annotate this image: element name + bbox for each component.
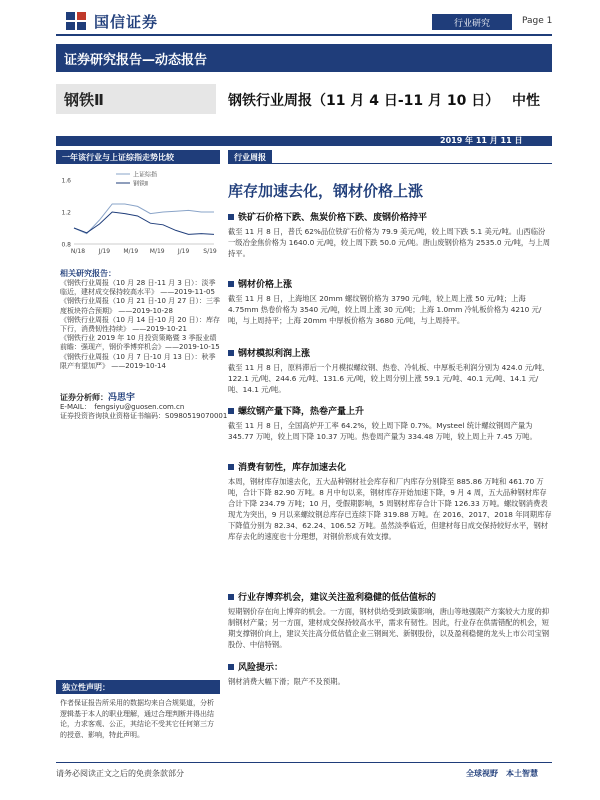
related-reports-list [60, 279, 220, 371]
bullet-square-icon [228, 281, 234, 287]
section-body: 截至 11 月 8 日，上海地区 20mm 螺纹钢价格为 3790 元/吨，较上周上涨 50 元/吨；上海 4.75mm 热卷价格为 3540 元/吨，较上周上涨 30 元/吨；上海 1.0mm 冷轧板价格为 4210 元/吨，与上周持平；上海 20mm 中厚板价格为 3680 元/吨，与上周持平。 [228, 294, 542, 325]
series-line-1 [74, 204, 214, 234]
analyst-label: 证券分析师： [60, 393, 108, 402]
section-2 [228, 277, 552, 326]
x-tick-label: J/19 [177, 248, 190, 255]
section-4 [228, 404, 552, 442]
footer-divider [56, 762, 552, 763]
section-3 [228, 346, 552, 395]
disclaimer-text: 作者保证报告所采用的数据均来自合规渠道，分析逻辑基于本人的职业理解，通过合理判断并得出结论，力求客观、公正，其结论不受其它任何第三方的授意、影响，特此声明。 [60, 699, 214, 739]
y-tick-label: 1.2 [61, 209, 71, 217]
section-1 [228, 210, 552, 259]
analyst-license: 证券投资咨询执业资格证书编码：S0980519070001 [60, 412, 228, 420]
section-title: 行业存博弈机会，建议关注盈利稳健的低估值标的 [238, 593, 437, 603]
chart-heading: 一年该行业与上证综指走势比较 [56, 150, 220, 164]
section-title: 消费有韧性，库存加速去化 [238, 463, 347, 473]
related-report-item[interactable]: 《钢铁行业周报（10 月 14 日-10 月 20 日）：库存下行，消费韧性持续》 ——2019-10-21 [60, 315, 221, 334]
tag-divider [228, 163, 552, 164]
related-reports-title: 相关研究报告： [60, 269, 116, 278]
sector-label: 钢铁Ⅱ [56, 84, 216, 114]
report-tag: 行业周报 [228, 150, 272, 164]
section-7 [228, 660, 552, 687]
x-tick-label: J/19 [98, 248, 111, 255]
report-date: 2019 年 11 月 11 日 [440, 136, 523, 145]
industry-badge: 行业研究 [432, 14, 512, 30]
x-tick-label: N/18 [70, 248, 86, 255]
section-title: 钢材模拟利润上涨 [238, 349, 311, 359]
related-report-item[interactable]: 《钢铁行业 2019 年 10 月投资策略暨 3 季报业绩前瞻：强现产，钢价季博弈机会》——2019-10-15 [60, 334, 220, 352]
section-body: 截至 11 月 8 日，原料滞后一个月模拟螺纹钢、热卷、冷轧板、中厚板毛利润分别为 424.0 元/吨、122.1 元/吨、244.6 元/吨、131.6 元/吨，较上周分别上涨 59.1 元/吨、40.1 元/吨、14.1 元/吨、14.1 元/吨。 [228, 363, 550, 394]
section-body: 钢材消费大幅下滑；限产不及预期。 [228, 677, 345, 686]
section-5 [228, 460, 552, 542]
series-line-2 [74, 212, 214, 234]
section-body: 截至 11 月 8 日，普氏 62%品位铁矿石价格为 79.9 美元/吨，较上周下跌 5.1 美元/吨。山西临汾一级冶金焦价格为 1640.0 元/吨，较上周下跌 50.0 元/吨。唐山废钢价格为 2535.0 元/吨，与上周持平。 [228, 227, 551, 258]
related-report-item[interactable]: 《钢铁行业周报（10 月 28 日-11 月 3 日）：淡季临近，建材成交保持较高水平》 ——2019-11-05 [60, 279, 216, 297]
legend-label: 上证综指 [133, 171, 158, 179]
bullet-square-icon [228, 408, 234, 414]
company-logo [66, 10, 158, 32]
report-type-banner: 证券研究报告—动态报告 [56, 44, 552, 72]
trend-chart [56, 166, 220, 262]
bullet-square-icon [228, 594, 234, 600]
x-tick-label: M/19 [149, 248, 165, 255]
x-tick-label: M/19 [123, 248, 139, 255]
related-report-item[interactable]: 《钢铁行业周报（10 月 21 日-10 月 27 日）：三季度板块符合预期》 ——2019-10-28 [60, 297, 221, 315]
rating: 中性 [512, 93, 540, 109]
section-6 [228, 590, 552, 650]
footer-slogan: 全球视野 本土智慧 [466, 769, 538, 778]
disclaimer-heading: 独立性声明： [56, 680, 220, 694]
bullet-square-icon [228, 664, 234, 670]
section-body: 短期钢价存在向上博弈的机会。一方面，钢材供给受到政策影响，唐山等地强限产方案较大力度的抑制钢材产量；另一方面，建材成交保持较高水平，需求有韧性。因此，行业存在供需错配的机会，短期支撑钢价向上，建议关注高分低估值企业三钢闽光、新钢股份，以及盈利稳健的龙头上市公司宝钢股份、中信特钢。 [228, 607, 550, 649]
bullet-square-icon [228, 464, 234, 470]
logo-mark-icon [66, 12, 88, 30]
related-report-item[interactable]: 《钢铁行业周报（10 月 7 日-10 月 13 日）：秋季限产有望加严》 ——2019-10-14 [60, 352, 216, 370]
bullet-square-icon [228, 214, 234, 220]
y-tick-label: 1.6 [61, 177, 71, 185]
analyst-email[interactable]: E-MAIL： fengsiyu@guosen.com.cn [60, 403, 185, 411]
logo-text: 国信证券 [94, 12, 159, 31]
footer-disclaimer-note: 请务必阅读正文之后的免责条款部分 [56, 769, 184, 778]
analyst-name: 冯思宇 [108, 393, 136, 403]
section-title: 风险提示： [238, 663, 284, 673]
bullet-square-icon [228, 350, 234, 356]
y-tick-label: 0.8 [61, 241, 71, 249]
section-title: 铁矿石价格下跌、焦炭价格下跌、废钢价格持平 [238, 213, 428, 223]
report-headline: 钢铁行业周报（11 月 4 日-11 月 10 日） [228, 93, 500, 109]
legend-label: 钢铁Ⅱ [133, 180, 148, 188]
top-divider [56, 34, 552, 36]
analyst-block [60, 390, 227, 421]
section-body: 截至 11 月 8 日，全国高炉开工率 64.2%，较上周下降 0.7%。Mysteel 统计螺纹钢周产量为 345.77 万吨，较上周下降 10.37 万吨。热卷周产量为 334.48 万吨，较上周上升 7.45 万吨。 [228, 421, 537, 441]
page-number: Page 1 [522, 16, 553, 26]
x-tick-label: S/19 [203, 248, 217, 255]
section-body: 本周，钢材库存加速去化，五大品种钢材社会库存和厂内库存分别降至 885.86 万吨和 461.70 万吨，合计下降 82.90 万吨。8 月中旬以来，钢材库存开始加速下降，9 月 4 周，五大品种钢材库存合计下降 234.79 万吨；10 月，受假期影响，5 周钢材库存合计下降 126.33 万吨。螺纹钢消费表现尤为突出，9 月以来螺纹钢总库存已连续下降 319.88 万吨。在 2016、2017、2018 年同期库存下降值分别为 82.34、62.24、106.52 万吨。虽然淡季临近，但建材每日成交保持较好水平，钢材库存去化的速度也十分理想，对钢价形成有效支撑。 [228, 477, 552, 541]
main-title: 库存加速去化，钢材价格上涨 [228, 182, 424, 200]
section-title: 螺纹钢产量下降，热卷产量上升 [238, 407, 365, 417]
section-title: 钢材价格上涨 [238, 280, 293, 290]
